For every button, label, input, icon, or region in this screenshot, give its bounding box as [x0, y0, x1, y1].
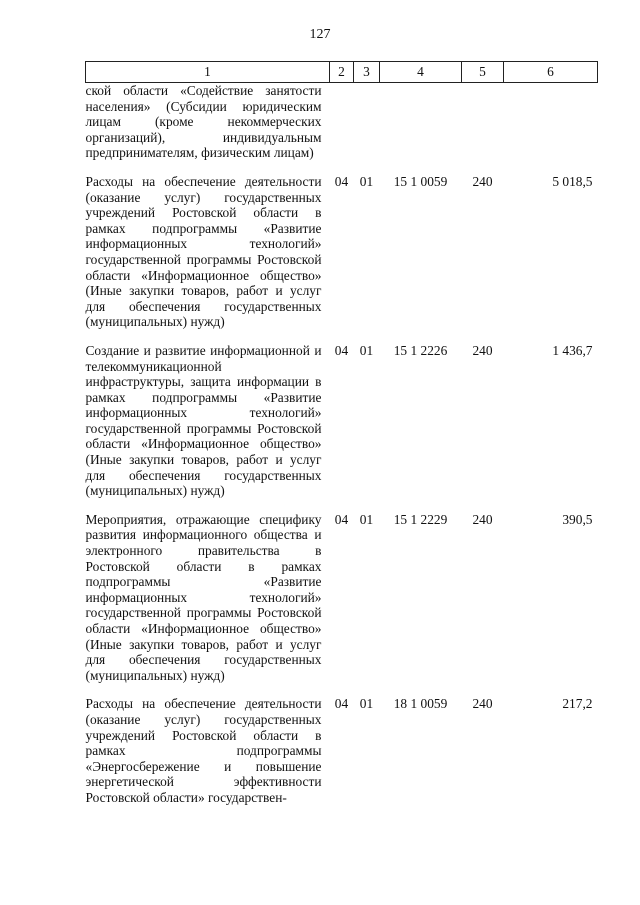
table-row [86, 339, 598, 508]
row-description: Создание и развитие информационной и телекоммуникационной инфраструктуры, защита информации в рамках подпрограммы «Развитие информационных технологий» государственной программы Ростовской области «Информационное общество» (Иные закупки товаров, работ и услуг для обеспечения государственных (муниципальных) нужд) [85, 342, 322, 499]
page-number: 127 [309, 27, 331, 42]
row-section: 04 [334, 342, 349, 358]
row-target-article [380, 83, 462, 170]
column-header-section: 2 [330, 62, 354, 83]
row-amount: 5 018,5 [552, 173, 593, 189]
row-section [330, 83, 354, 170]
column-header-amount: 6 [504, 62, 598, 83]
row-expense-type: 240 [472, 511, 493, 527]
row-subsection: 01 [359, 342, 374, 358]
row-expense-type: 240 [472, 173, 493, 189]
row-target-article: 15 1 0059 [393, 173, 448, 189]
row-description: Мероприятия, отражающие специфику развития информационного общества и электронного правительства в Ростовской области в рамках подпрограммы «Развитие информационных технологий» государственной программы Ростовской области «Информационное общество» (Иные закупки товаров, работ и услуг для обеспечения государственных (муниципальных) нужд) [85, 511, 322, 683]
table-row [86, 170, 598, 339]
row-description: Расходы на обеспечение деятельности (оказание услуг) государственных учреждений Ростовской области в рамках подпрограммы «Развитие информационных технологий» государственной программы Ростовской области «Информационное общество» (Иные закупки товаров, работ и услуг для обеспечения государственных (муниципальных) нужд) [85, 173, 322, 330]
row-subsection: 01 [359, 511, 374, 527]
row-amount [504, 83, 598, 170]
row-expense-type [462, 83, 504, 170]
budget-table [85, 61, 598, 815]
column-header-description: 1 [86, 62, 330, 83]
row-target-article: 18 1 0059 [393, 696, 448, 712]
column-header-subsection: 3 [354, 62, 380, 83]
row-amount: 1 436,7 [552, 342, 593, 358]
row-description: Расходы на обеспечение деятельности (оказание услуг) государственных учреждений Ростовской области в рамках подпрограммы «Энергосбережение и повышение энергетической эффективности Ростовской области» государствен- [85, 696, 322, 805]
row-amount: 217,2 [562, 696, 593, 712]
row-section: 04 [334, 511, 349, 527]
row-section: 04 [334, 173, 349, 189]
column-header-target-article: 4 [380, 62, 462, 83]
row-expense-type: 240 [472, 342, 493, 358]
row-target-article: 15 1 2226 [393, 342, 448, 358]
row-target-article: 15 1 2229 [393, 511, 448, 527]
row-subsection [354, 83, 380, 170]
table-row [86, 692, 598, 814]
row-subsection: 01 [359, 173, 374, 189]
row-description: ской области «Содействие занятости населения» (Субсидии юридическим лицам (кроме некоммерческих организаций), индивидуальным предпринимателям, физическим лицам) [85, 83, 322, 161]
row-section: 04 [334, 696, 349, 712]
table-row [86, 508, 598, 693]
row-expense-type: 240 [472, 696, 493, 712]
column-header-expense-type: 5 [462, 62, 504, 83]
table-header-row [86, 62, 598, 83]
row-subsection: 01 [359, 696, 374, 712]
row-amount: 390,5 [562, 511, 593, 527]
table-row [86, 83, 598, 170]
